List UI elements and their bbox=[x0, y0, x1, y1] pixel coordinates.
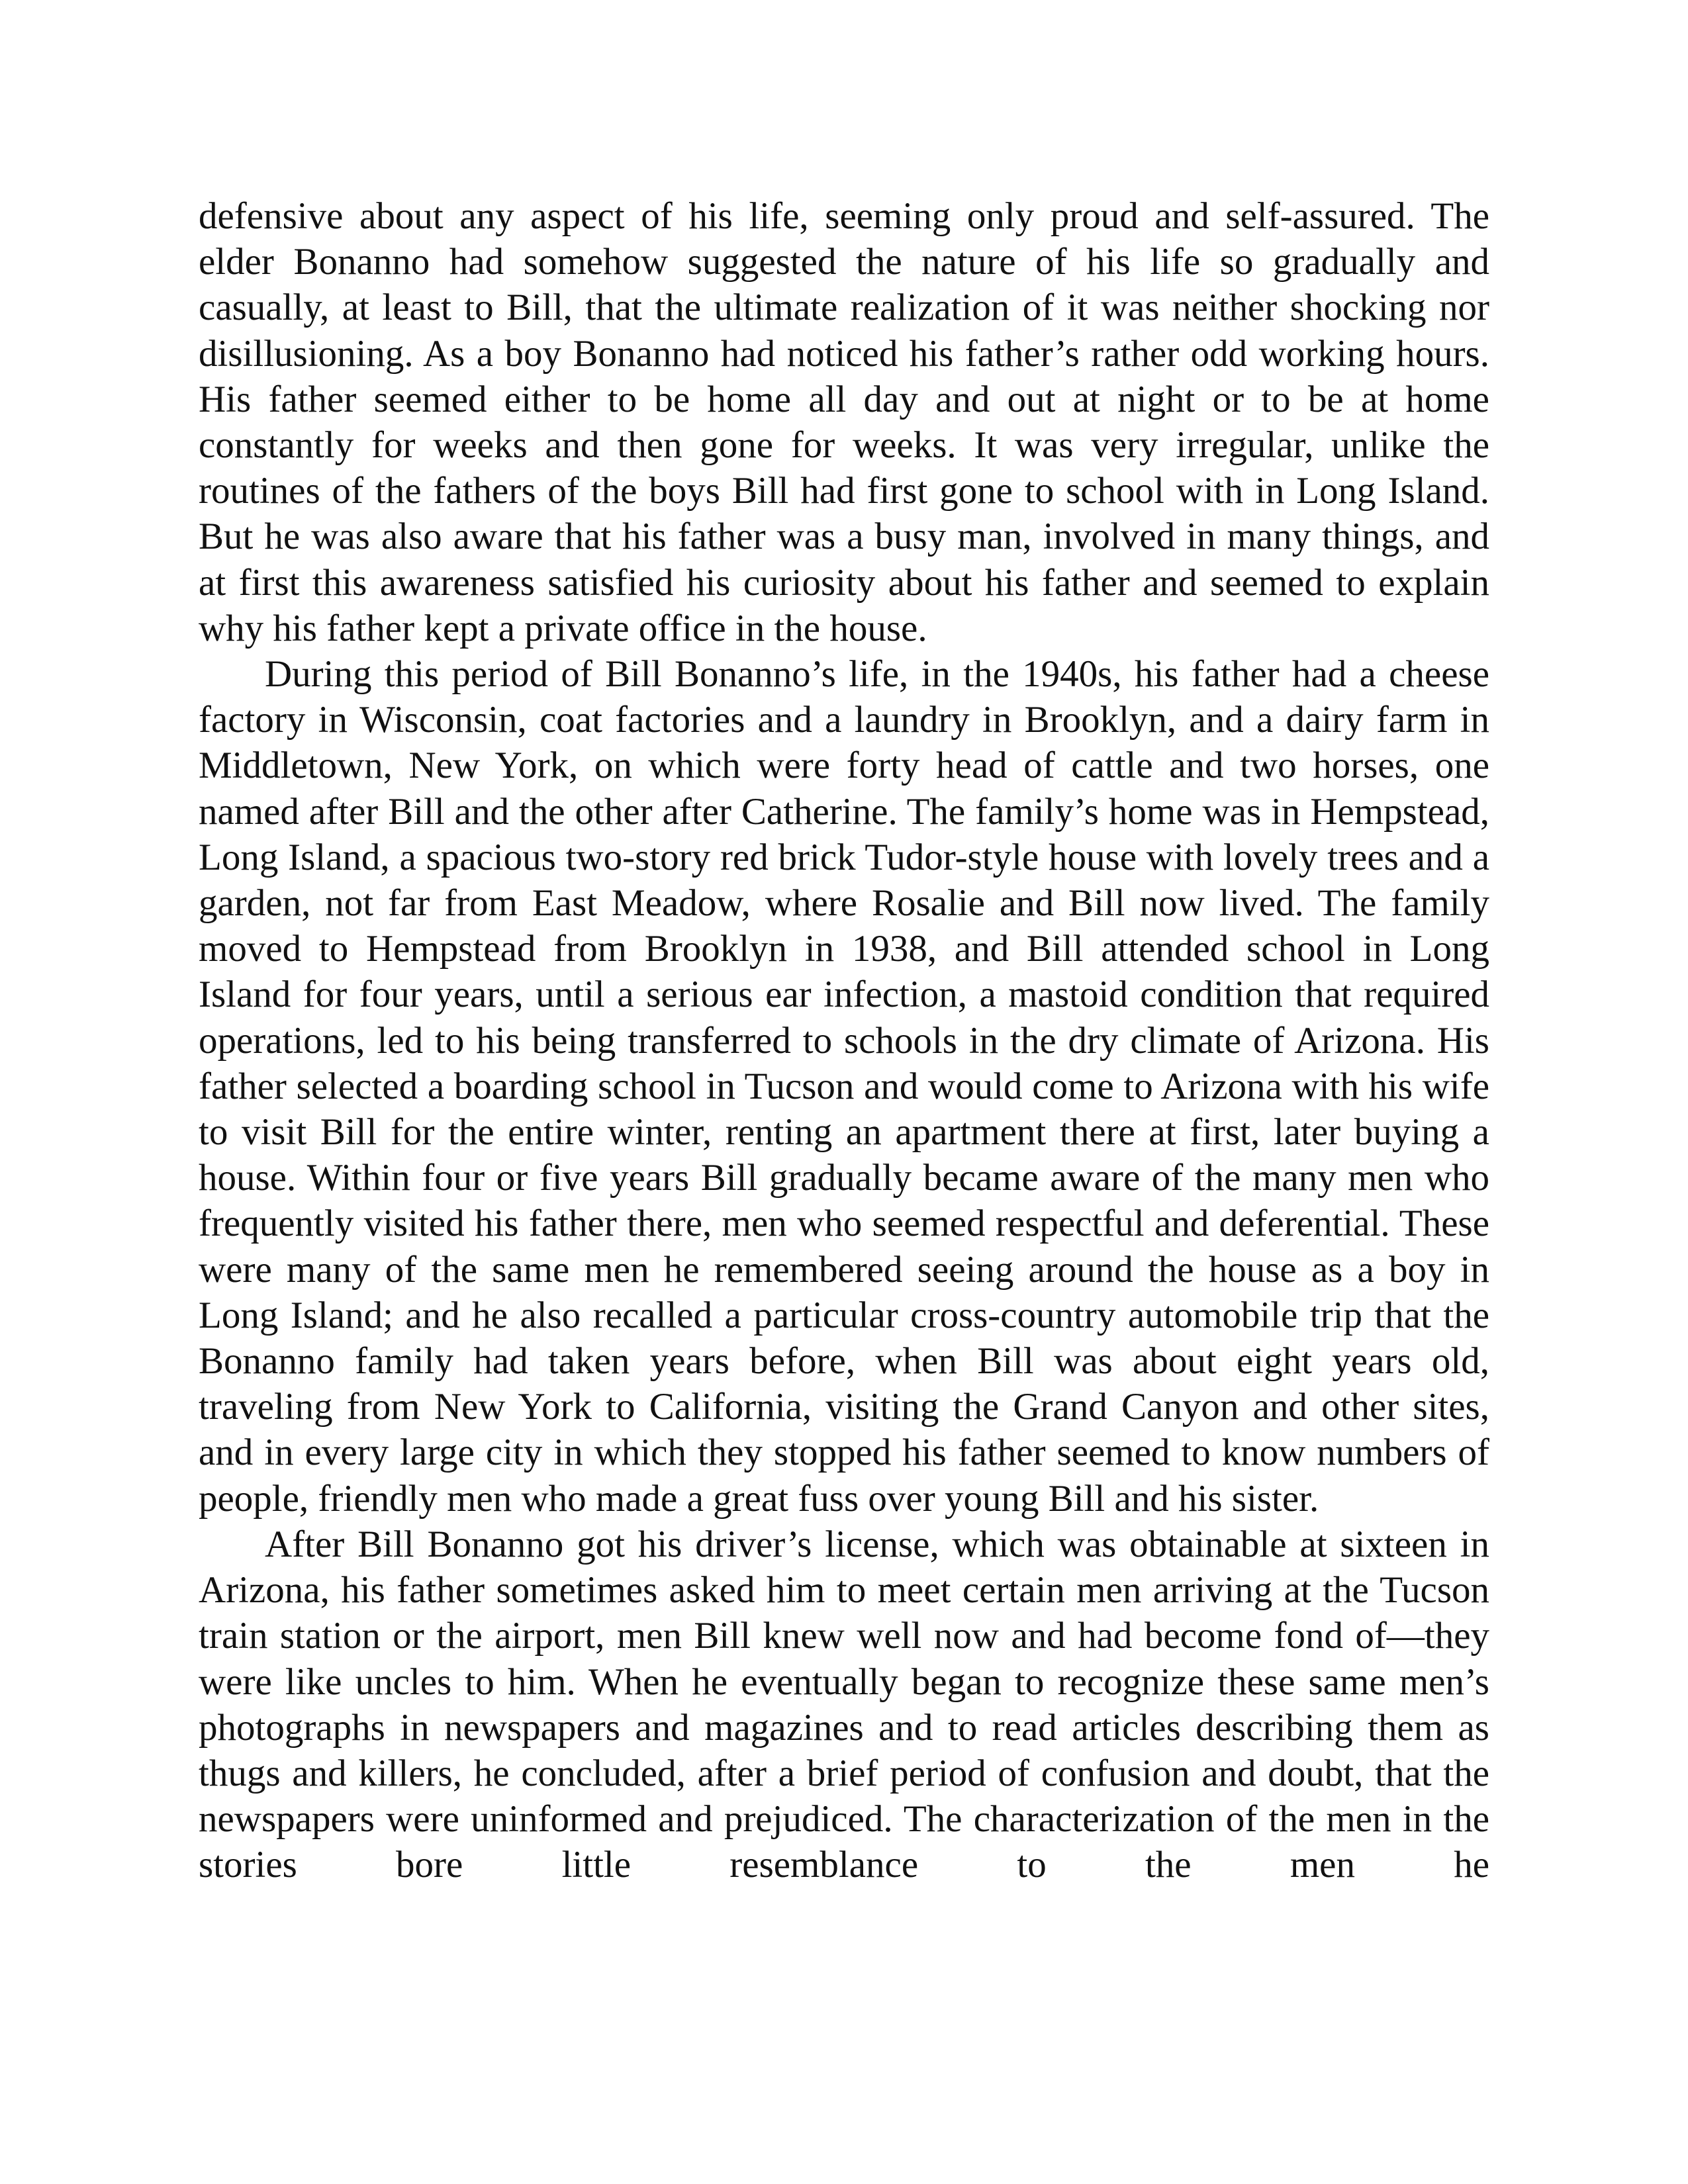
paragraph-2: During this period of Bill Bonanno’s life, in the 1940s, his father had a cheese factory in Wisconsin, coat factories and a laundry in Brooklyn, and a dairy farm in Middletown, New York, on which were forty head of cattle and two horses, one named after Bill and the other after Catherine. The family’s home was in Hempstead, Long Island, a spacious two-story red brick Tudor-style house with lovely trees and a garden, not far from East Meadow, where Rosalie and Bill now lived. The family moved to Hempstead from Brooklyn in 1938, and Bill attended school in Long Island for four years, until a serious ear infection, a mastoid condition that required operations, led to his being transferred to schools in the dry climate of Arizona. His father selected a boarding school in Tucson and would come to Arizona with his wife to visit Bill for the entire winter, renting an apartment there at first, later buying a house. Within four or five years Bill gradually became aware of the many men who frequently visited his father there, men who seemed respectful and deferential. These were many of the same men he remembered seeing around the house as a boy in Long Island; and he also recalled a particular cross-country automobile trip that the Bonanno family had taken years before, when Bill was about eight years old, traveling from New York to California, visiting the Grand Canyon and other sites, and in every large city in which they stopped his father seemed to know numbers of people, friendly men who made a great fuss over young Bill and his sister. bbox=[199, 653, 1489, 1520]
paragraph-1: defensive about any aspect of his life, seeming only proud and self-assured. The elder Bonanno had somehow suggested the nature of his life so gradually and casually, at least to Bill, that the ultimate realization of it was neither shocking nor disillusioning. As a boy Bonanno had noticed his father’s rather odd working hours. His father seemed either to be home all day and out at night or to be at home constantly for weeks and then gone for weeks. It was very irregular, unlike the routines of the fathers of the boys Bill had first gone to school with in Long Island. But he was also aware that his father was a busy man, involved in many things, and at first this awareness satisfied his curiosity about his father and seemed to explain why his father kept a private office in the house. bbox=[199, 195, 1489, 649]
paragraph-3: After Bill Bonanno got his driver’s license, which was obtainable at sixteen in Arizona, his father sometimes asked him to meet certain men arriving at the Tucson train station or the airport, men Bill knew well now and had become fond of—they were like uncles to him. When he eventually began to recognize these same men’s photographs in newspapers and magazines and to read articles describing them as thugs and killers, he concluded, after a brief period of confusion and doubt, that the newspapers were uninformed and prejudiced. The characterization of the men in the stories bore little resemblance to the men he bbox=[199, 1523, 1489, 1886]
document-page bbox=[199, 193, 1489, 1888]
